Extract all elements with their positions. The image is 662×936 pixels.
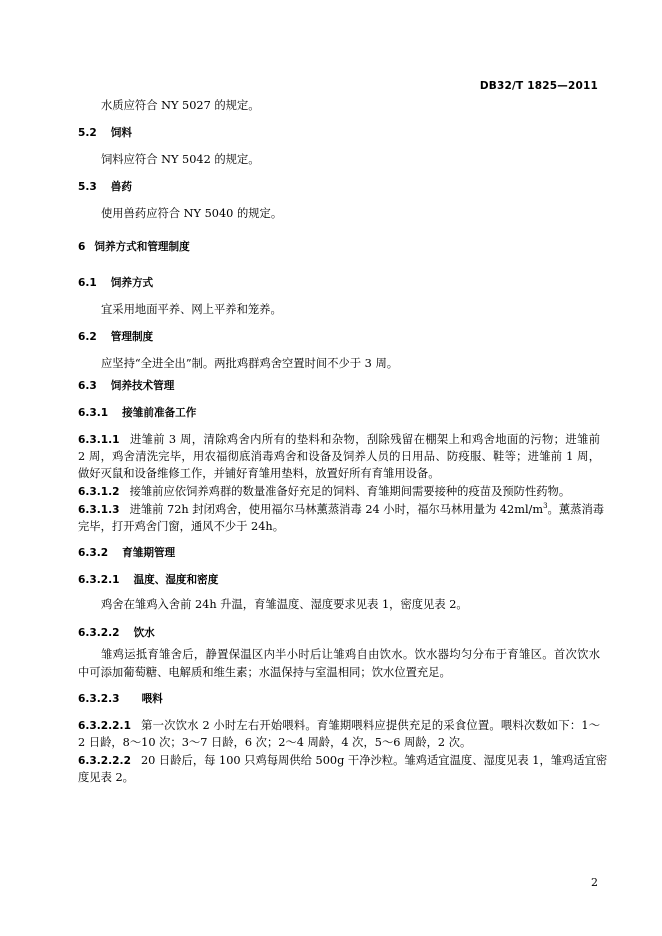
section-heading-6-3-2-2 xyxy=(78,626,155,640)
section-title: 育雏期管理 xyxy=(122,547,176,559)
text-line: 鸡舍在雏鸡入舍前 24h 升温，育雏温度、湿度要求见表 1，密度见表 2。 xyxy=(101,598,468,611)
section-title: 管理制度 xyxy=(110,331,154,343)
paragraph-6-3-2-2-2-line2: 度见表 2。 xyxy=(78,771,134,784)
clause-text: 进雏前 3 周，清除鸡舍内所有的垫料和杂物，刮除残留在棚架上和鸡舍地面的污物；进雏前 xyxy=(129,433,600,446)
paragraph-6-3-1-2 xyxy=(78,485,570,499)
section-title: 喂料 xyxy=(141,693,163,705)
clause-text: 20 日龄后，每 100 只鸡每周供给 500g 干净沙粒。雏鸡适宜温度、湿度见表 1，雏鸡适宜密 xyxy=(140,754,608,767)
paragraph-6-3-2-2-2-line1 xyxy=(78,754,608,768)
clause-text: 接雏前应依饲养鸡群的数量准备好充足的饲料、育雏期间需要接种的疫苗及预防性药物。 xyxy=(129,485,571,498)
section-number: 6.3.2 xyxy=(78,547,109,559)
superscript: 3 xyxy=(543,502,548,511)
paragraph-6-3-1-3-line2: 完毕，打开鸡舍门窗，通风不少于 24h。 xyxy=(78,520,284,533)
section-heading-6-2 xyxy=(78,330,153,344)
section-number: 6.2 xyxy=(78,331,97,343)
section-title: 饮水 xyxy=(133,627,155,639)
clause-number: 6.3.1.1 xyxy=(78,434,120,446)
section-heading-6 xyxy=(78,240,190,254)
text-line: 饲料应符合 NY 5042 的规定。 xyxy=(101,153,260,166)
section-number: 6 xyxy=(78,241,86,253)
section-number: 6.1 xyxy=(78,277,97,289)
clause-number: 6.3.1.3 xyxy=(78,504,120,516)
section-number: 6.3.2.2 xyxy=(78,627,120,639)
document-code: DB32/T 1825—2011 xyxy=(479,80,598,92)
clause-number: 6.3.1.2 xyxy=(78,486,120,498)
text-line: 应坚持“全进全出”制。两批鸡群鸡舍空置时间不少于 3 周。 xyxy=(101,357,399,370)
section-number: 5.3 xyxy=(78,181,97,193)
text-line: 雏鸡运抵育雏舍后，静置保温区内半小时后让雏鸡自由饮水。饮水器均匀分布于育雏区。首次饮水 xyxy=(101,648,600,661)
clause-number: 6.3.2.2.2 xyxy=(78,755,131,767)
section-heading-5-3 xyxy=(78,180,132,194)
text-line: 使用兽药应符合 NY 5040 的规定。 xyxy=(101,207,283,220)
section-title: 温度、湿度和密度 xyxy=(133,574,219,586)
clause-text-cont: 。薰蒸消毒 xyxy=(547,503,605,516)
section-heading-5-2 xyxy=(78,126,132,140)
section-heading-6-3-1 xyxy=(78,406,196,420)
section-number: 6.3.1 xyxy=(78,407,109,419)
text-line: 宜采用地面平养、网上平养和笼养。 xyxy=(101,303,282,316)
section-number: 5.2 xyxy=(78,127,97,139)
section-heading-6-3 xyxy=(78,379,174,393)
paragraph-6-3-1-1-line1 xyxy=(78,433,600,447)
paragraph-6-3-2-2-1-line2: 2 日龄，8～10 次；3～7 日龄，6 次；2～4 周龄，4 次，5～6 周龄，2 次。 xyxy=(78,736,472,749)
section-heading-6-3-2 xyxy=(78,546,175,560)
paragraph-6-3-1-3-line1 xyxy=(78,502,605,517)
section-title: 兽药 xyxy=(110,181,132,193)
page-number: 2 xyxy=(591,876,598,889)
section-title: 饲养方式 xyxy=(110,277,154,289)
section-heading-6-1 xyxy=(78,276,153,290)
text-line: 水质应符合 NY 5027 的规定。 xyxy=(101,99,260,112)
paragraph-6-3-1-1-line2: 2 周，鸡舍清洗完毕，用农福彻底消毒鸡舍和设备及饲养人员的日用品、防疫服、鞋等；进雏前 1 周， xyxy=(78,450,600,463)
clause-number: 6.3.2.2.1 xyxy=(78,720,131,732)
section-title: 饲料 xyxy=(110,127,132,139)
section-title: 接雏前准备工作 xyxy=(122,407,197,419)
paragraph-6-3-1-1-line3: 做好灭鼠和设备维修工作，并铺好育雏用垫料，放置好所有育雏用设备。 xyxy=(78,467,440,480)
text-line: 中可添加葡萄糖、电解质和维生素；水温保持与室温相同；饮水位置充足。 xyxy=(78,666,451,679)
section-title: 饲养方式和管理制度 xyxy=(94,241,190,253)
section-heading-6-3-2-3 xyxy=(78,692,163,706)
paragraph-6-3-2-2-1-line1 xyxy=(78,719,600,733)
clause-text: 第一次饮水 2 小时左右开始喂料。育雏期喂料应提供充足的采食位置。喂料次数如下：1～ xyxy=(140,719,600,732)
clause-text: 进雏前 72h 封闭鸡舍，使用福尔马林薰蒸消毒 24 小时，福尔马林用量为 42ml/m xyxy=(129,503,544,516)
section-heading-6-3-2-1 xyxy=(78,573,218,587)
section-title: 饲养技术管理 xyxy=(110,380,175,392)
section-number: 6.3 xyxy=(78,380,97,392)
section-number: 6.3.2.1 xyxy=(78,574,120,586)
section-number: 6.3.2.3 xyxy=(78,693,120,705)
